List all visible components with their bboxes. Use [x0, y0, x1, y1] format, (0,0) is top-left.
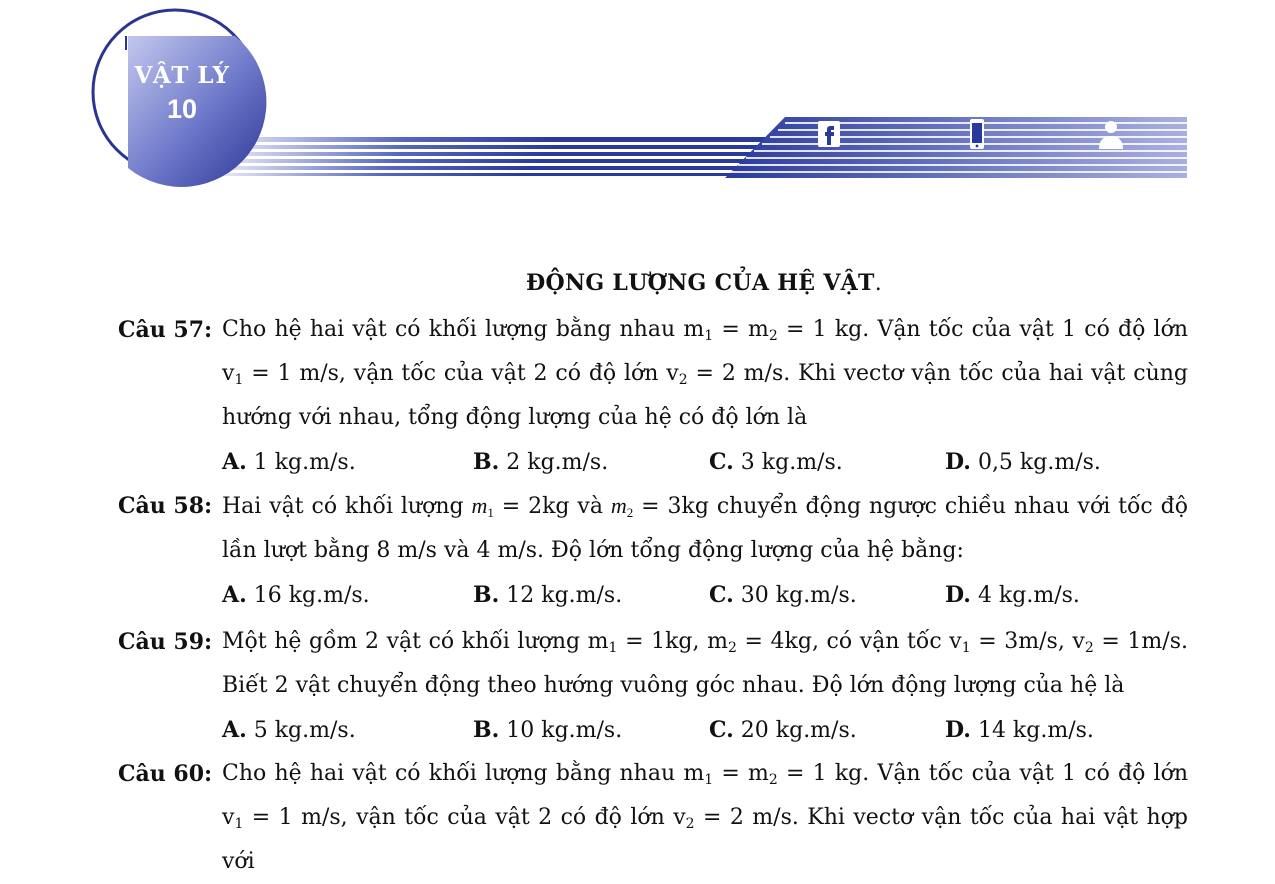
question-text: Cho hệ hai vật có khối lượng bằng nhau $m_1 = m_2 = 1$ kg. Vận tốc của vật 1 có độ lớn $v_1 = 1$ m/s, vận tốc của vật 2 có độ lớn $v_2 = 2$ m/s. Khi vectơ vận tốc của hai vật hợp với — [222, 761, 1189, 874]
math-m2: $m_2$ — [610, 493, 634, 520]
answer-options — [222, 708, 1188, 752]
question-57 — [118, 308, 1188, 484]
question-text: Hai vật có khối lượng $m_1 = 2kg$ và $m_2 = 3kg$ chuyển động ngược chiều nhau với tốc độ lần lượt bằng 8 m/s và 4 m/s. Độ lớn tổng động lượng của hệ bằng: — [222, 493, 1188, 563]
question-label: Câu 58: — [118, 493, 213, 519]
question-58 — [118, 484, 1188, 617]
facebook-icon[interactable] — [812, 117, 846, 151]
option-a[interactable]: A. 16 kg.m/s. — [222, 582, 370, 608]
option-d[interactable]: D. 0,5 kg.m/s. — [945, 449, 1101, 475]
grade-label: 10 — [166, 94, 198, 124]
option-b[interactable]: B. 12 kg.m/s. — [473, 582, 623, 608]
left-stripes — [195, 137, 795, 176]
option-c[interactable]: C. 3 kg.m/s. — [709, 449, 843, 475]
question-label: Câu 59: — [118, 629, 213, 655]
answer-options — [222, 573, 1188, 617]
subject-label: VẬT LÝ — [134, 62, 230, 89]
user-icon[interactable] — [1094, 117, 1128, 151]
question-60 — [118, 752, 1188, 884]
option-b[interactable]: B. 10 kg.m/s. — [473, 717, 623, 743]
answer-options — [222, 440, 1188, 484]
question-label: Câu 60: — [118, 761, 213, 787]
question-label: Câu 57: — [118, 317, 213, 343]
option-d[interactable]: D. 4 kg.m/s. — [945, 582, 1080, 608]
option-c[interactable]: C. 30 kg.m/s. — [709, 582, 857, 608]
math-m1: $m_1$ — [471, 493, 494, 520]
option-a[interactable]: A. 5 kg.m/s. — [222, 717, 356, 743]
question-text: Một hệ gồm 2 vật có khối lượng $m_1 = 1kg$, $m_2 = 4kg$, có vận tốc $v_1 = 3m/s$, $v_2 = 1m/s$. Biết 2 vật chuyển động theo hướng vuông góc nhau. Độ lớn động lượng của hệ là — [222, 629, 1188, 698]
option-a[interactable]: A. 1 kg.m/s. — [222, 449, 356, 475]
page-title — [0, 270, 1275, 296]
option-b[interactable]: B. 2 kg.m/s. — [473, 449, 609, 475]
question-text: Cho hệ hai vật có khối lượng bằng nhau $m_1 = m_2 = 1$ kg. Vận tốc của vật 1 có độ lớn $v_1 = 1$ m/s, vận tốc của vật 2 có độ lớn $v_2 = 2$ m/s. Khi vectơ vận tốc của hai vật cùng hướng với nhau, tổng động lượng của hệ có độ lớn là — [222, 317, 1189, 430]
title-dot: . — [874, 271, 883, 296]
question-59 — [118, 620, 1188, 752]
title-text: ĐỘNG LƯỢNG CỦA HỆ VẬT — [525, 270, 875, 296]
phone-icon[interactable] — [960, 117, 994, 151]
option-c[interactable]: C. 20 kg.m/s. — [709, 717, 857, 743]
page-header — [0, 0, 1275, 200]
option-d[interactable]: D. 14 kg.m/s. — [945, 717, 1094, 743]
